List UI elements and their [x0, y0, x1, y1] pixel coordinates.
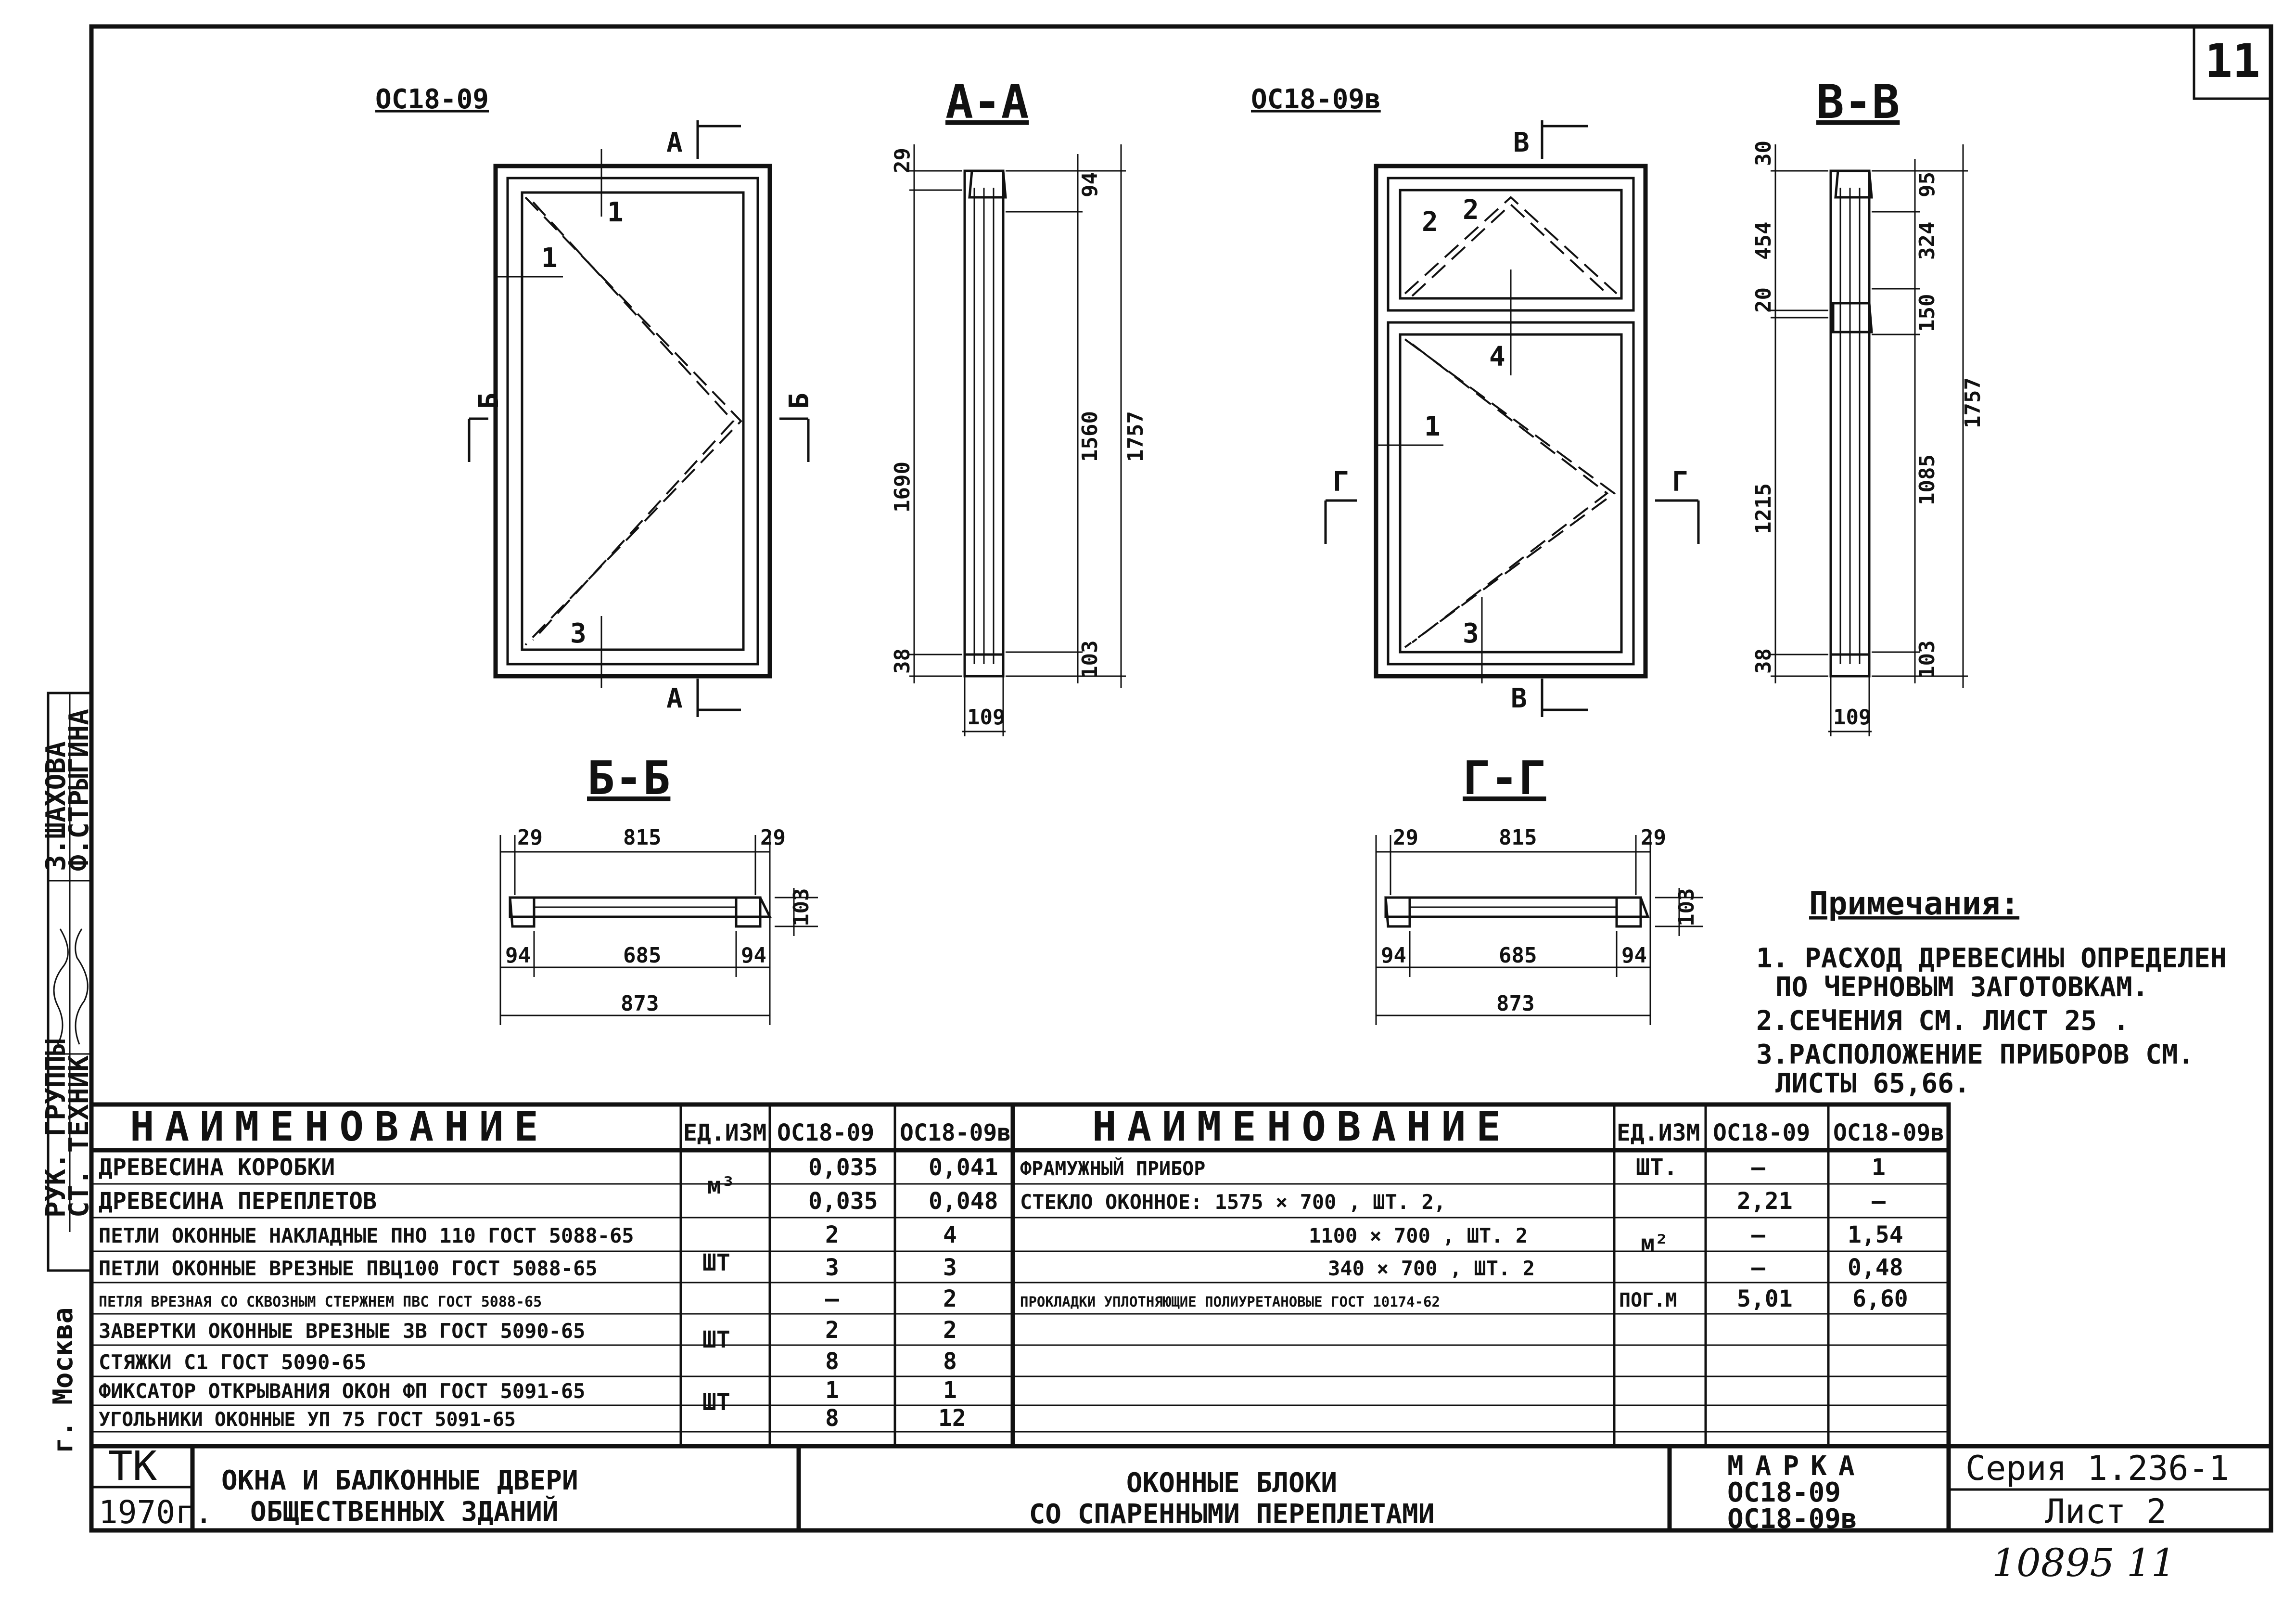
aa-dim-29: 29 — [890, 148, 915, 173]
sash-label-2a: 2 — [1422, 206, 1438, 238]
vv-dim-38: 38 — [1751, 648, 1776, 674]
row-v1: – — [1751, 1254, 1765, 1281]
bb-dim-29-right: 29 — [760, 825, 786, 850]
role-group-lead: РУК. ГРУППЫ — [40, 1039, 72, 1218]
marka-2: ОС18-09в — [1727, 1503, 1857, 1535]
marka-label: МАРКА — [1727, 1451, 1866, 1482]
row-v2: 2 — [943, 1317, 957, 1344]
row-name: 1100 × 700 , ШТ. 2 — [1309, 1224, 1528, 1247]
name-shakhova: З.ШАХОВА — [40, 741, 72, 871]
sash-label-1b: 1 — [541, 243, 558, 274]
vv-dim-1757: 1757 — [1961, 377, 1985, 428]
bb-dim-873: 873 — [621, 991, 659, 1016]
project-line-2: ОБЩЕСТВЕННЫХ ЗДАНИЙ — [250, 1496, 559, 1528]
bb-dim-94-left: 94 — [505, 943, 531, 968]
sash-label-3: 3 — [570, 618, 587, 649]
gg-dim-685: 685 — [1499, 943, 1537, 968]
aa-dim-109: 109 — [967, 705, 1006, 730]
sash-label-3: 3 — [1463, 618, 1479, 649]
section-b-marker-right: Б — [784, 393, 815, 409]
section-vv-title: В-В — [1816, 75, 1900, 129]
row-v2: 0,048 — [929, 1188, 998, 1215]
row-name: ПЕТЛЯ ВРЕЗНАЯ СО СКВОЗНЫМ СТЕРЖНЕМ ПВС ГОСТ 5088-65 — [99, 1294, 542, 1310]
aa-dim-1560: 1560 — [1078, 411, 1102, 462]
sash-label-1a: 1 — [607, 197, 624, 228]
row-v1: – — [1751, 1221, 1765, 1248]
row-v1: – — [1751, 1154, 1765, 1181]
row-v1: 5,01 — [1737, 1285, 1793, 1312]
vv-dim-1215: 1215 — [1751, 483, 1776, 534]
gg-dim-94-left: 94 — [1381, 943, 1406, 968]
bb-dim-103: 103 — [789, 888, 814, 926]
gg-dim-29-left: 29 — [1393, 825, 1418, 850]
year: 1970г. — [99, 1494, 214, 1531]
row-unit: ШТ — [702, 1389, 730, 1416]
section-b-marker-left: Б — [473, 393, 505, 409]
row-v2: 8 — [943, 1348, 957, 1375]
row-name: ДРЕВЕСИНА ПЕРЕПЛЕТОВ — [99, 1188, 377, 1215]
series: Серия 1.236-1 — [1965, 1449, 2229, 1488]
section-gg-title: Г-Г — [1463, 751, 1546, 805]
row-v2: 0,48 — [1848, 1254, 1903, 1281]
vv-dim-103: 103 — [1915, 640, 1939, 679]
section-bb-title: Б-Б — [587, 751, 671, 805]
table-left-row — [99, 1188, 998, 1215]
aa-dim-94: 94 — [1078, 172, 1102, 197]
row-v2: 0,041 — [929, 1154, 998, 1181]
table-left-row — [99, 1348, 957, 1375]
name-strygina: Ф.СТРЫГИНА — [64, 708, 95, 871]
row-unit: м³ — [707, 1172, 735, 1199]
row-name: ДРЕВЕСИНА КОРОБКИ — [99, 1154, 335, 1181]
bb-dim-685: 685 — [623, 943, 662, 968]
aa-dim-1690: 1690 — [890, 462, 915, 513]
table-left-row — [99, 1254, 957, 1281]
table-right-header-name: НАИМЕНОВАНИЕ — [1092, 1103, 1511, 1150]
archive-number: 10895 11 — [1992, 1541, 2176, 1585]
row-v2: 3 — [943, 1254, 957, 1281]
table-left-header-col2: ОС18-09в — [900, 1119, 1011, 1146]
section-v-marker-bottom: В — [1511, 683, 1527, 714]
vv-dim-95: 95 — [1915, 172, 1939, 197]
row-v2: 1 — [1872, 1154, 1886, 1181]
sheet-label: Лист 2 — [2045, 1492, 2167, 1531]
project-line-1: ОКНА И БАЛКОННЫЕ ДВЕРИ — [221, 1465, 578, 1496]
row-v1: 0,035 — [808, 1154, 878, 1181]
spec-table — [91, 1103, 1949, 1453]
gg-dim-815: 815 — [1499, 825, 1537, 850]
row-name: ПРОКЛАДКИ УПЛОТНЯЮЩИЕ ПОЛИУРЕТАНОВЫЕ ГОСТ 10174-62 — [1020, 1294, 1440, 1310]
row-name: ФРАМУЖНЫЙ ПРИБОР — [1020, 1158, 1206, 1180]
table-left-header-unit: ЕД.ИЗМ — [683, 1119, 767, 1146]
bb-dim-94-right: 94 — [741, 943, 766, 968]
row-v1: 8 — [825, 1405, 839, 1432]
row-unit: ПОГ.М — [1619, 1289, 1677, 1311]
row-v2: 6,60 — [1852, 1285, 1908, 1312]
row-v1: 2 — [825, 1221, 839, 1248]
section-vv — [1751, 75, 1985, 736]
vv-dim-150: 150 — [1915, 294, 1939, 332]
bb-dim-29-left: 29 — [517, 825, 543, 850]
drawing-line-1: ОКОННЫЕ БЛОКИ — [1126, 1467, 1338, 1499]
notes — [1756, 885, 2227, 1099]
drawing-1-title: ОС18-09 — [375, 84, 489, 115]
sash-label-1: 1 — [1424, 411, 1441, 442]
row-unit: ШТ — [702, 1326, 730, 1353]
row-name: СТЕКЛО ОКОННОЕ: 1575 × 700 , ШТ. 2, — [1020, 1190, 1446, 1214]
row-v2: 4 — [943, 1221, 957, 1248]
org-code: ТК — [108, 1442, 157, 1489]
row-name: ПЕТЛИ ОКОННЫЕ ВРЕЗНЫЕ ПВЦ100 ГОСТ 5088-65 — [99, 1257, 598, 1280]
vv-dim-20: 20 — [1751, 287, 1776, 313]
handwritten-signatures — [54, 929, 88, 1044]
table-left-header-col1: ОС18-09 — [777, 1119, 875, 1146]
row-v1: 2,21 — [1737, 1188, 1793, 1215]
section-bb — [500, 751, 818, 1025]
sheet-number: 11 — [2205, 34, 2260, 88]
marka-1: ОС18-09 — [1727, 1477, 1841, 1508]
row-v2: 2 — [943, 1285, 957, 1312]
section-aa — [890, 75, 1148, 736]
row-name: СТЯЖКИ С1 ГОСТ 5090-65 — [99, 1350, 367, 1374]
vv-dim-30: 30 — [1751, 141, 1776, 166]
table-right-row — [1020, 1188, 1886, 1215]
row-unit: м² — [1641, 1230, 1669, 1257]
section-aa-title: А-А — [945, 75, 1029, 129]
row-name: ФИКСАТОР ОТКРЫВАНИЯ ОКОН ФП ГОСТ 5091-65 — [99, 1379, 586, 1403]
note-3-line-1: 3.РАСПОЛОЖЕНИЕ ПРИБОРОВ СМ. — [1756, 1039, 2194, 1070]
gg-dim-103: 103 — [1674, 888, 1699, 926]
section-v-marker-top: В — [1513, 127, 1530, 158]
note-3-line-2: ЛИСТЫ 65,66. — [1775, 1068, 1970, 1099]
bb-dim-815: 815 — [623, 825, 662, 850]
gg-dim-29-right: 29 — [1641, 825, 1666, 850]
table-right-header-col2: ОС18-09в — [1833, 1119, 1945, 1146]
table-right-row — [1020, 1285, 1908, 1312]
notes-title: Примечания: — [1809, 885, 2020, 922]
vv-dim-324: 324 — [1915, 221, 1939, 260]
row-v2: – — [1872, 1188, 1886, 1215]
row-name: УГОЛЬНИКИ ОКОННЫЕ УП 75 ГОСТ 5091-65 — [99, 1409, 516, 1431]
row-unit: ШТ. — [1636, 1154, 1678, 1181]
row-v1: 1 — [825, 1377, 839, 1404]
vv-dim-109: 109 — [1833, 705, 1872, 730]
table-right-row — [1020, 1154, 1886, 1181]
row-v1: 3 — [825, 1254, 839, 1281]
section-g-marker-left: Г — [1333, 466, 1349, 498]
table-left-row — [99, 1405, 966, 1432]
row-name: ЗАВЕРТКИ ОКОННЫЕ ВРЕЗНЫЕ ЗВ ГОСТ 5090-65 — [99, 1319, 586, 1343]
vv-dim-1085: 1085 — [1915, 454, 1939, 505]
note-1-line-2: ПО ЧЕРНОВЫМ ЗАГОТОВКАМ. — [1775, 972, 2149, 1003]
drawing-line-2: СО СПАРЕННЫМИ ПЕРЕПЛЕТАМИ — [1029, 1499, 1435, 1530]
row-name: ПЕТЛИ ОКОННЫЕ НАКЛАДНЫЕ ПНО 110 ГОСТ 5088-65 — [99, 1224, 634, 1247]
table-right-row — [1328, 1254, 1903, 1281]
aa-dim-1757: 1757 — [1123, 411, 1148, 462]
gg-dim-873: 873 — [1496, 991, 1535, 1016]
role-technician: СТ. ТЕХНИК — [64, 1055, 95, 1218]
side-stamp — [40, 693, 95, 1453]
sash-label-2b: 2 — [1463, 194, 1479, 226]
table-right-header-unit: ЕД.ИЗМ — [1617, 1119, 1700, 1146]
drawing-2-title: ОС18-09в — [1251, 84, 1381, 115]
section-a-marker-top: А — [666, 127, 683, 158]
note-2: 2.СЕЧЕНИЯ СМ. ЛИСТ 25 . — [1756, 1005, 2130, 1037]
vv-dim-454: 454 — [1751, 221, 1776, 260]
table-right-header-col1: ОС18-09 — [1713, 1119, 1811, 1146]
row-name: 340 × 700 , ШТ. 2 — [1328, 1257, 1535, 1280]
row-v2: 1,54 — [1848, 1221, 1903, 1248]
gg-dim-94-right: 94 — [1621, 943, 1647, 968]
table-left-row — [99, 1285, 957, 1312]
row-v2: 1 — [943, 1377, 957, 1404]
note-1-line-1: 1. РАСХОД ДРЕВЕСИНЫ ОПРЕДЕЛЕН — [1756, 943, 2227, 974]
row-v1: – — [825, 1285, 839, 1312]
aa-dim-38: 38 — [890, 648, 915, 674]
table-left-header-name: НАИМЕНОВАНИЕ — [130, 1103, 549, 1150]
row-v1: 2 — [825, 1317, 839, 1344]
row-v2: 12 — [938, 1405, 966, 1432]
section-a-marker-bottom: А — [666, 683, 683, 714]
aa-dim-103: 103 — [1078, 640, 1102, 679]
row-v1: 8 — [825, 1348, 839, 1375]
elevation-os18-09v — [1251, 84, 1698, 717]
row-v1: 0,035 — [808, 1188, 878, 1215]
row-unit: ШТ — [702, 1249, 730, 1276]
section-gg — [1376, 751, 1703, 1025]
city-label: г. Москва — [48, 1307, 79, 1453]
section-g-marker-right: Г — [1672, 466, 1688, 498]
elevation-os18-09 — [375, 84, 815, 717]
sash-label-4: 4 — [1489, 341, 1505, 372]
